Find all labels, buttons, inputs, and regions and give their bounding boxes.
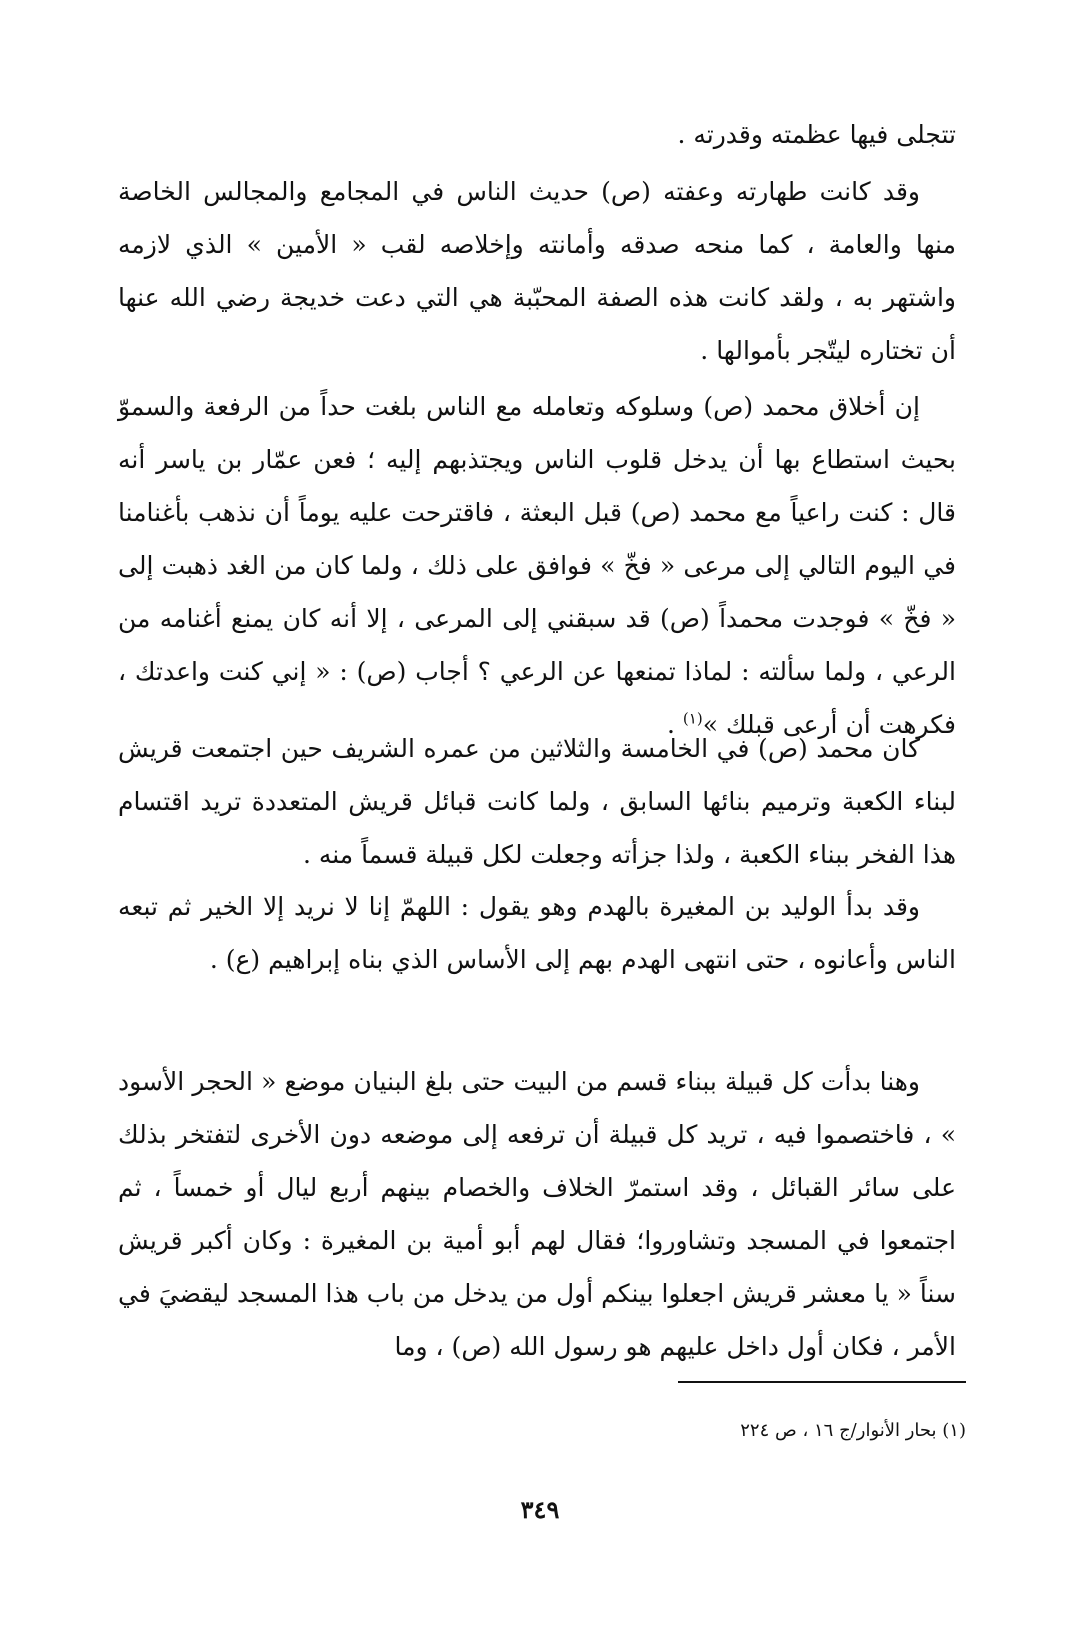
paragraph-4 [118,880,956,986]
opening-line [118,108,956,161]
paragraph-3-text: كان محمد (ص) في الخامسة والثلاثين من عمره الشريف حين اجتمعت قريش لبناء الكعبة وترميم بنائها السابق ، ولما كانت قبائل قريش المتعددة تريد اقتسام هذا الفخر ببناء الكعبة ، ولذا جزأته وجعلت لكل قبيلة قسماً منه . [118,734,956,869]
paragraph-2-tail: . [667,710,683,739]
paragraph-1-text: وقد كانت طهارته وعفته (ص) حديث الناس في المجامع والمجالس الخاصة منها والعامة ، كما منحه صدقه وأمانته وإخلاصه لقب « الأمين » الذي لازمه واشتهر به ، ولقد كانت هذه الصفة المحبّبة هي التي دعت خديجة رضي الله عنها أن تختاره ليتّجر بأموالها . [118,177,956,365]
paragraph-5 [118,1055,956,1373]
paragraph-3 [118,722,956,881]
footnote-reference: (١) [682,709,703,728]
paragraph-1 [118,165,956,377]
page-number: ٣٤٩ [520,1495,560,1524]
paragraph-5-text: وهنا بدأت كل قبيلة ببناء قسم من البيت حتى بلغ البنيان موضع « الحجر الأسود » ، فاختصموا فيه ، تريد كل قبيلة أن ترفعه إلى موضعه دون الأخرى لتفتخر بذلك على سائر القبائل ، وقد استمرّ الخلاف والخصام بينهم أربع ليال أو خمساً ، ثم اجتمعوا في المسجد وتشاوروا؛ فقال لهم أبو أمية بن المغيرة : وكان أكبر قريش سناً « يا معشر قريش اجعلوا بينكم أول من يدخل من باب هذا المسجد ليقضيَ في الأمر ، فكان أول داخل عليهم هو رسول الله (ص) ، وما [118,1067,956,1361]
footnote: (١) بحار الأنوار/ج ١٦ ، ص ٢٢٤ [740,1420,966,1441]
paragraph-4-text: وقد بدأ الوليد بن المغيرة بالهدم وهو يقول : اللهمّ إنا لا نريد إلا الخير ثم تبعه الناس وأعانوه ، حتى انتهى الهدم بهم إلى الأساس الذي بناه إبراهيم (ع) . [118,892,956,974]
opening-line-text: تتجلى فيها عظمته وقدرته . [677,120,956,149]
paragraph-2 [118,380,956,751]
paragraph-2-text: إن أخلاق محمد (ص) وسلوكه وتعامله مع الناس بلغت حداً من الرفعة والسموّ بحيث استطاع بها أن يدخل قلوب الناس ويجتذبهم إليه ؛ فعن عمّار بن ياسر أنه قال : كنت راعياً مع محمد (ص) قبل البعثة ، فاقترحت عليه يوماً أن نذهب بأغنامنا في اليوم التالي إلى مرعى « فخّ » فوافق على ذلك ، ولما كان من الغد ذهبت إلى « فخّ » فوجدت محمداً (ص) قد سبقني إلى المرعى ، إلا أنه كان يمنع أغنامه من الرعي ، ولما سألته : لماذا تمنعها عن الرعي ؟ أجاب (ص) : « إني كنت واعدتك ، فكرهت أن أرعى قبلك » [118,392,956,739]
footnote-divider [678,1381,966,1383]
paragraph-2-body [118,380,956,751]
